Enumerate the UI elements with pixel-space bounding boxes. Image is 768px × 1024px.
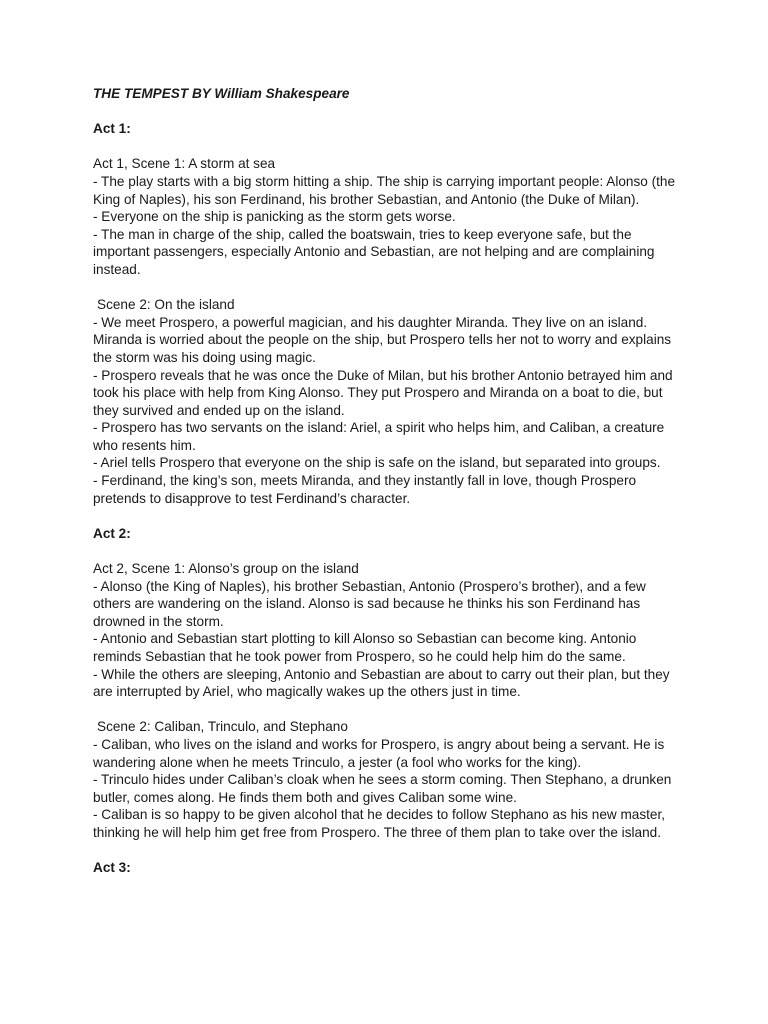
act-1-scene-2-bullet-5: - Ferdinand, the king’s son, meets Miranda, and they instantly fall in love, though Prospero pretends to disapprove to test Ferdinand’s character. xyxy=(93,473,637,506)
spacer xyxy=(93,542,683,560)
act-2-scene-2-bullet-2: - Trinculo hides under Caliban’s cloak when he sees a storm coming. Then Stephano, a drunken butler, comes along. He finds them both and gives Caliban some wine. xyxy=(93,772,672,805)
act-2-scene-2-bullet-1: - Caliban, who lives on the island and works for Prospero, is angry about being a servant. He is wandering alone when he meets Trinculo, a jester (a fool who works for the king). xyxy=(93,736,665,770)
spacer xyxy=(93,701,683,719)
act-1-scene-1-heading: Act 1, Scene 1: A storm at sea xyxy=(93,156,276,172)
act-2-scene-1-bullet-2: - Antonio and Sebastian start plotting to kill Alonso so Sebastian can become king. Antonio reminds Sebastian that he took power from Prospero, so he could help him do the same. xyxy=(93,631,637,664)
act-1-scene-2-bullet-2: - Prospero reveals that he was once the Duke of Milan, but his brother Antonio betrayed him and took his place with help from King Alonso. They put Prospero and Miranda on a boat to die, but they survived and ended up on the island. xyxy=(93,367,673,418)
act-3-heading: Act 3: xyxy=(93,860,131,876)
act-2-scene-1-bullet-3: - While the others are sleeping, Antonio and Sebastian are about to carry out their plan, but they are interrupted by Ariel, who magically wakes up the others just in time. xyxy=(93,666,670,700)
act-1-scene-2-heading: Scene 2: On the island xyxy=(97,297,235,313)
act-1-scene-2-bullet-3: - Prospero has two servants on the island: Ariel, a spirit who helps him, and Caliban, a creature who resents him. xyxy=(93,420,665,453)
spacer xyxy=(93,507,683,525)
document-title: THE TEMPEST BY William Shakespeare xyxy=(93,86,350,101)
act-2-scene-1-bullet-1: - Alonso (the King of Naples), his brother Sebastian, Antonio (Prospero’s brother), and a few others are wandering on the island. Alonso is sad because he thinks his son Ferdinand has drowned in the storm. xyxy=(93,578,646,629)
spacer xyxy=(93,842,683,860)
act-2-heading: Act 2: xyxy=(93,525,131,541)
spacer xyxy=(93,279,683,297)
document-page xyxy=(93,85,683,877)
act-2-scene-2-heading: Scene 2: Caliban, Trinculo, and Stephano xyxy=(97,719,348,735)
spacer xyxy=(93,103,683,121)
act-1-scene-1-bullet-1: - The play starts with a big storm hitting a ship. The ship is carrying important people: Alonso (the King of Naples), his son Ferdinand, his brother Sebastian, and Antonio (the Duke of Milan). xyxy=(93,173,676,207)
act-1-heading: Act 1: xyxy=(93,121,131,137)
act-1-scene-2-bullet-1: - We meet Prospero, a powerful magician, and his daughter Miranda. They live on an island. Miranda is worried about the people on the ship, but Prospero tells her not to worry and explains the storm was his doing using magic. xyxy=(93,314,672,365)
act-2-scene-1-heading: Act 2, Scene 1: Alonso’s group on the island xyxy=(93,561,359,577)
spacer xyxy=(93,138,683,156)
act-1-scene-1-bullet-3: - The man in charge of the ship, called the boatswain, tries to keep everyone safe, but the important passengers, especially Antonio and Sebastian, are not helping and are complaining instead. xyxy=(93,226,655,277)
act-1-scene-1-bullet-2: - Everyone on the ship is panicking as the storm gets worse. xyxy=(93,209,456,225)
act-2-scene-2-bullet-3: - Caliban is so happy to be given alcohol that he decides to follow Stephano as his new master, thinking he will help him get free from Prospero. The three of them plan to take over the island. xyxy=(93,807,666,840)
act-1-scene-2-bullet-4: - Ariel tells Prospero that everyone on the ship is safe on the island, but separated into groups. xyxy=(93,455,661,471)
